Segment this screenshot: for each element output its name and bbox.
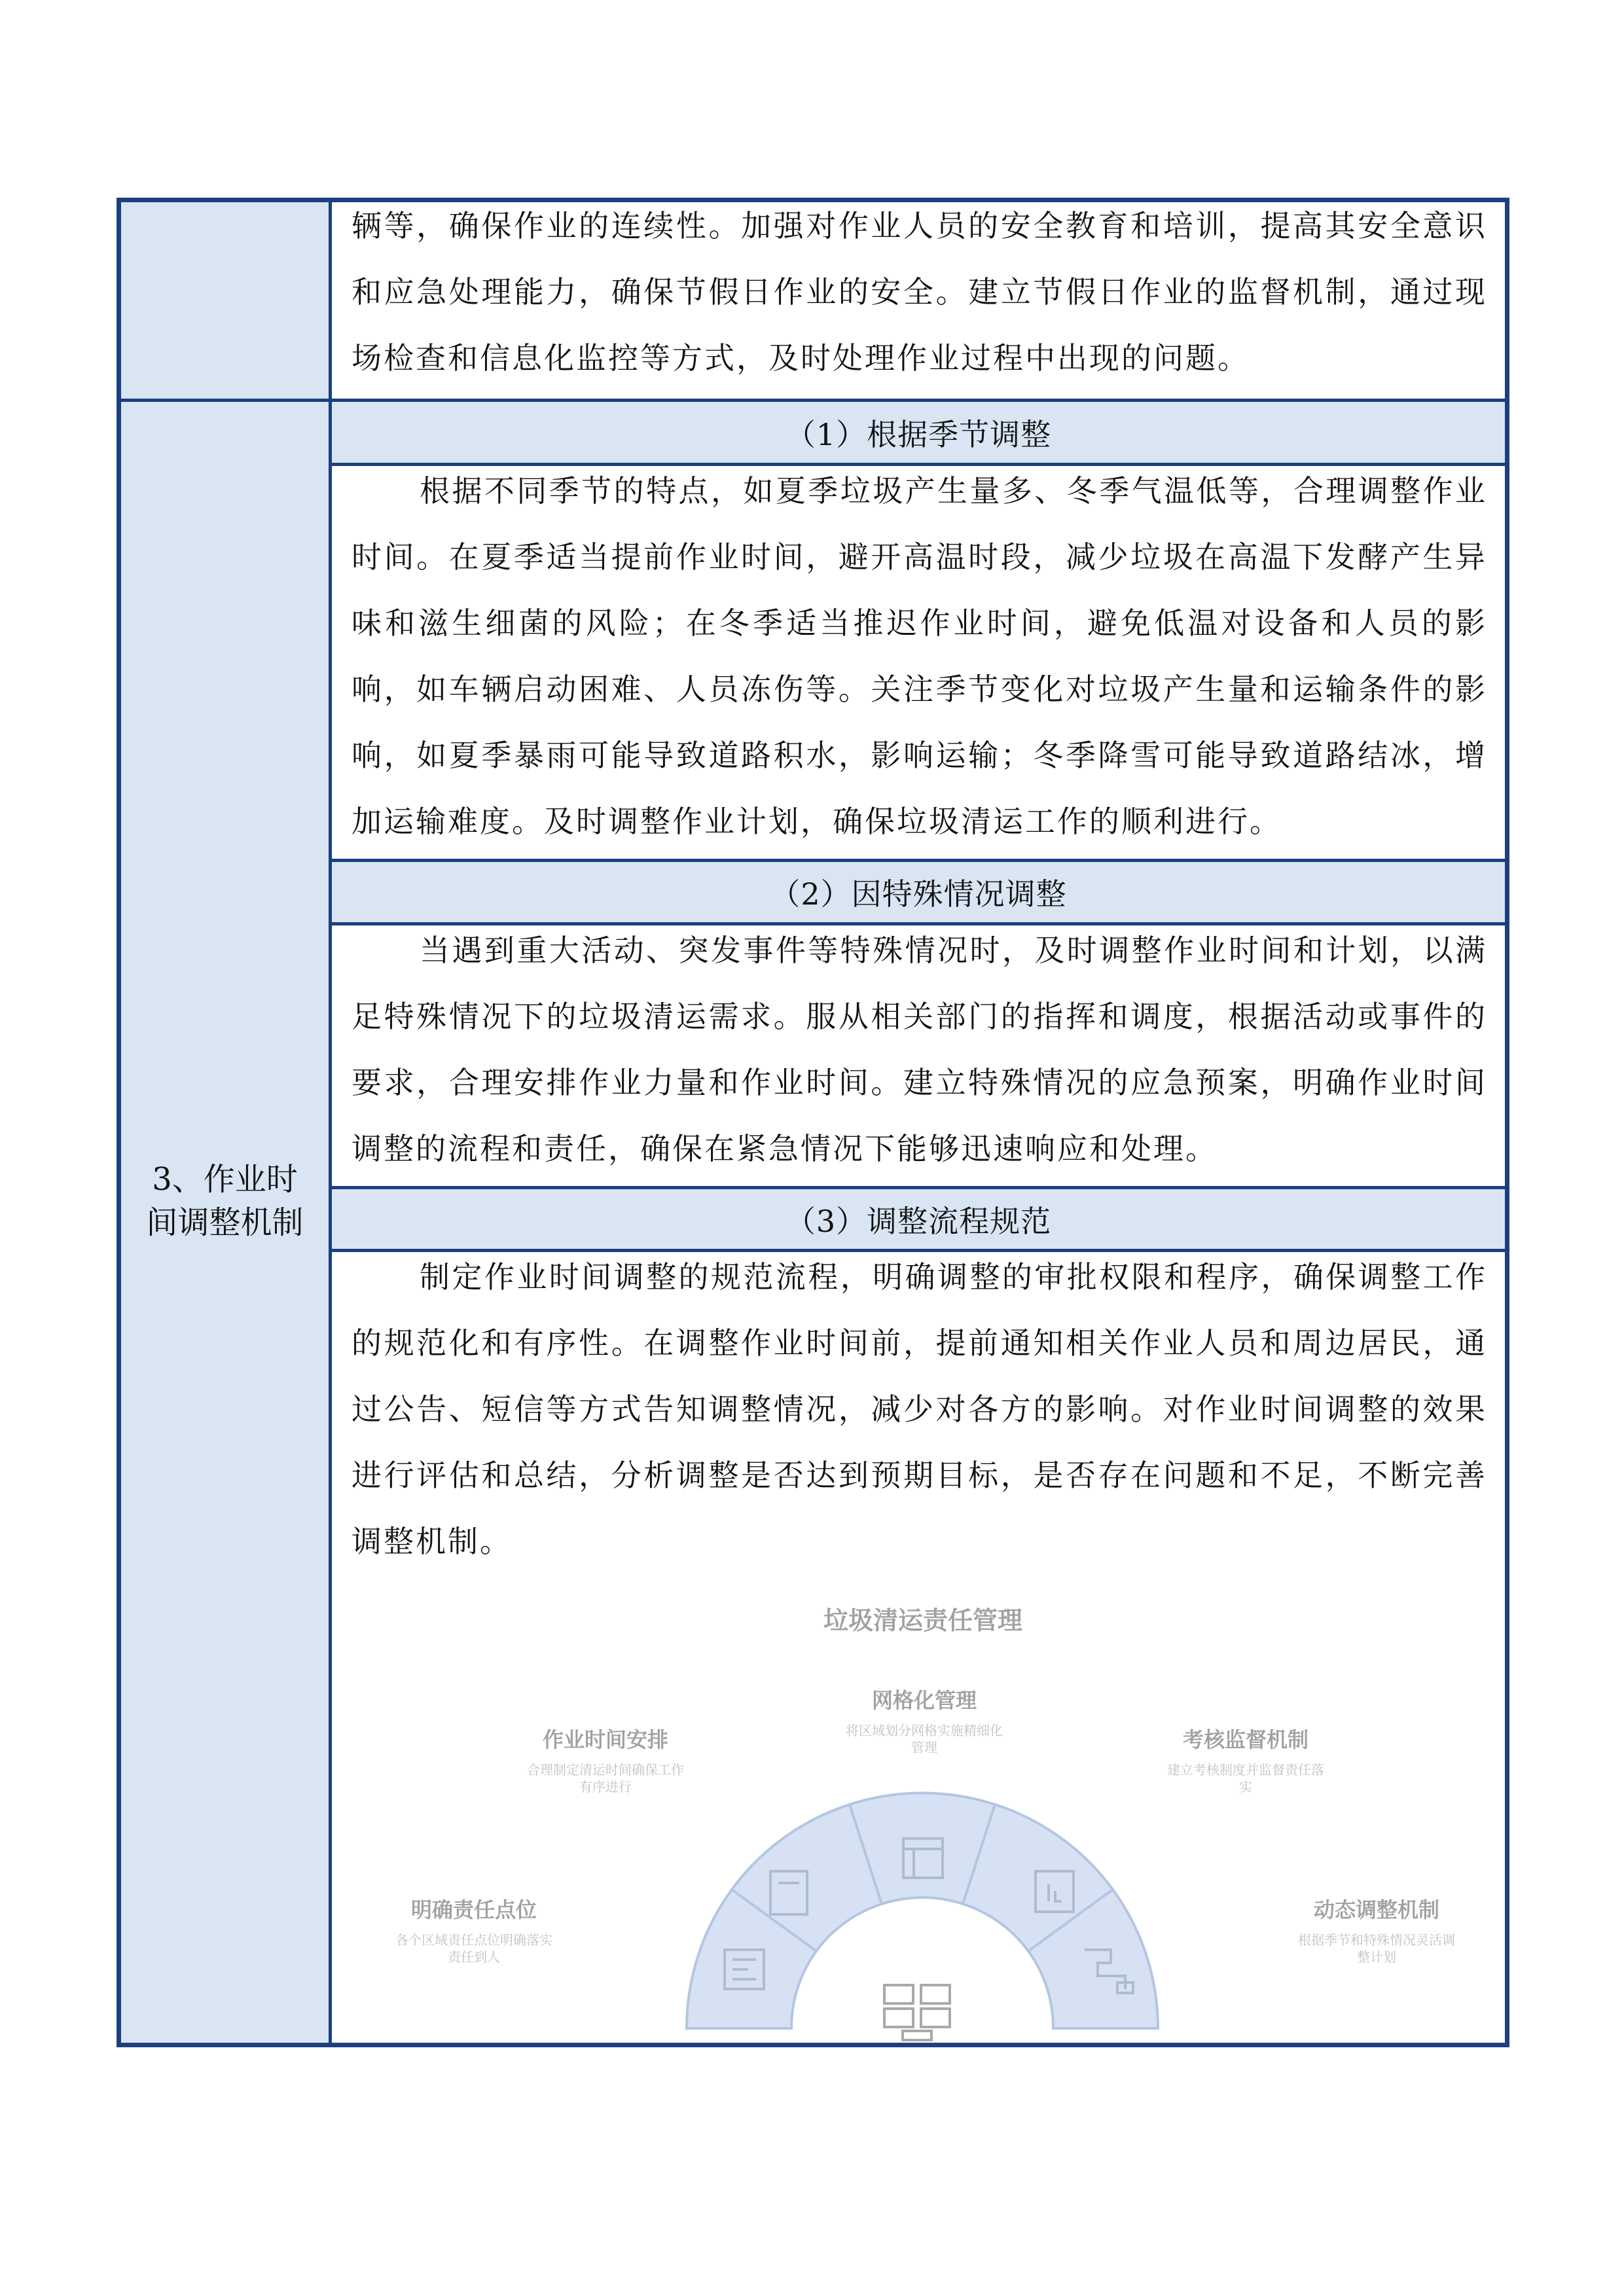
node-title-dynamic: 动态调整机制 bbox=[1313, 1897, 1440, 1922]
node-desc-points: 各个区域责任点位明确落实 bbox=[395, 1932, 552, 1948]
responsibility-diagram bbox=[332, 1570, 1505, 2043]
section-heading-2: （2）因特殊情况调整 bbox=[332, 862, 1505, 922]
node-desc-dynamic: 根据季节和特殊情况灵活调 bbox=[1298, 1932, 1455, 1948]
node-desc-assessment-2: 实 bbox=[1239, 1779, 1252, 1795]
node-title-points: 明确责任点位 bbox=[410, 1897, 537, 1922]
node-desc-points-2: 责任到人 bbox=[448, 1949, 500, 1965]
continued-paragraph: 辆等，确保作业的连续性。加强对作业人员的安全教育和培训，提高其安全意识和应急处理能力，确保节假日作业的安全。建立节假日作业的监督机制，通过现场检查和信息化监控等方式，及时处理作业过程中出现的问题。 bbox=[352, 208, 1487, 376]
node-title-grid: 网格化管理 bbox=[871, 1688, 977, 1713]
node-title-schedule: 作业时间安排 bbox=[542, 1727, 669, 1752]
row-label: 3、作业时间调整机制 bbox=[146, 1161, 304, 1241]
section-body-2: 当遇到重大活动、突发事件等特殊情况时，及时调整作业时间和计划，以满足特殊情况下的垃圾清运需求。服从相关部门的指挥和调度，根据活动或事件的要求，合理安排作业力量和作业时间。建立特殊情况的应急预案，明确作业时间调整的流程和责任，确保在紧急情况下能够迅速响应和处理。 bbox=[352, 933, 1487, 1166]
section-body-1: 根据不同季节的特点，如夏季垃圾产生量多、冬季气温低等，合理调整作业时间。在夏季适当提前作业时间，避开高温时段，减少垃圾在高温下发酵产生异味和滋生细菌的风险；在冬季适当推迟作业时间，避免低温对设备和人员的影响，如车辆启动困难、人员冻伤等。关注季节变化对垃圾产生量和运输条件的影响，如夏季暴雨可能导致道路积水，影响运输；冬季降雪可能导致道路结冰，增加运输难度。及时调整作业计划，确保垃圾清运工作的顺利进行。 bbox=[352, 473, 1487, 839]
node-desc-schedule-2: 有序进行 bbox=[579, 1779, 632, 1795]
node-desc-grid-2: 管理 bbox=[911, 1740, 937, 1755]
section-heading-3: （3）调整流程规范 bbox=[332, 1189, 1505, 1249]
hub-grid-icon bbox=[884, 1985, 950, 2040]
section-body-3: 制定作业时间调整的规范流程，明确调整的审批权限和程序，确保调整工作的规范化和有序性。在调整作业时间前，提前通知相关作业人员和周边居民，通过公告、短信等方式告知调整情况，减少对各方的影响。对作业时间调整的效果进行评估和总结，分析调整是否达到预期目标，是否存在问题和不足，不断完善调整机制。 bbox=[352, 1259, 1487, 1559]
node-desc-schedule: 合理制定清运时间确保工作 bbox=[527, 1762, 684, 1778]
diagram-title: 垃圾清运责任管理 bbox=[823, 1606, 1023, 1635]
node-title-assessment: 考核监督机制 bbox=[1182, 1727, 1309, 1752]
section-heading-1: （1）根据季节调整 bbox=[332, 402, 1505, 463]
left-cell-continued bbox=[121, 202, 329, 399]
node-desc-grid: 将区域划分网格实施精细化 bbox=[846, 1723, 1003, 1738]
content-table bbox=[117, 198, 1509, 2047]
node-desc-dynamic-2: 整计划 bbox=[1357, 1949, 1396, 1965]
node-desc-assessment: 建立考核制度并监督责任落 bbox=[1167, 1762, 1324, 1778]
